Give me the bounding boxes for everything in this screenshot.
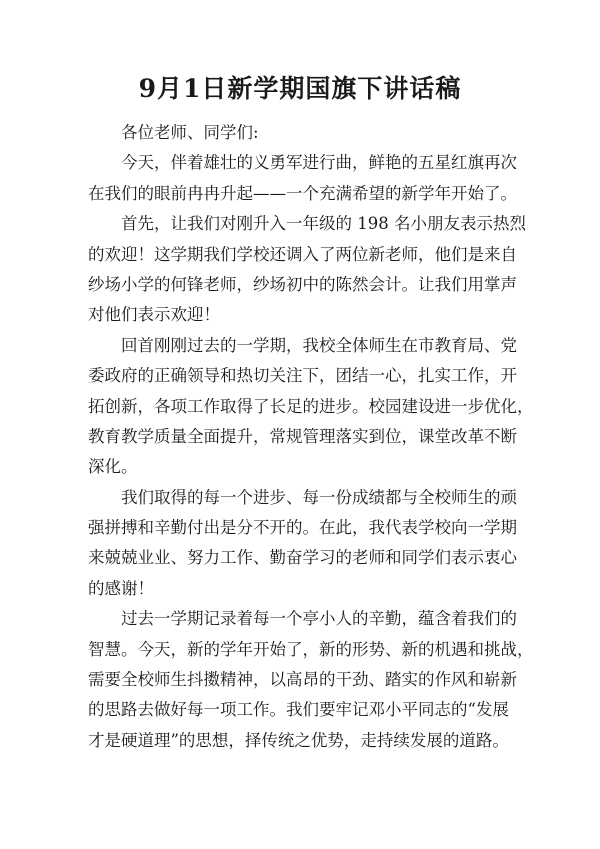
paragraph-5-line: 过去一学期记录着每一个亭小人的辛勤，蕴含着我们的 (121, 609, 517, 629)
paragraph-5-line: 智慧。今天，新的学年开始了，新的形势、新的机遇和挑战， (88, 639, 534, 659)
paragraph-3-line: 教育教学质量全面提升，常规管理落实到位，课堂改革不断 (88, 426, 517, 446)
paragraph-5-line: 的思路去做好每一项工作。我们要牢记邓小平同志的“发展 (88, 700, 509, 720)
paragraph-3-line: 拓创新，各项工作取得了长足的进步。校园建设进一步优化， (88, 396, 534, 416)
paragraph-4-line: 我们取得的每一个进步、每一份成绩都与全校师生的顽 (121, 487, 517, 507)
paragraph-1-line: 今天，伴着雄壮的义勇军进行曲，鲜艳的五星红旗再次 (121, 153, 517, 173)
paragraph-5-line: 才是硬道理”的思想，择传统之优势，走持续发展的道路。 (88, 730, 509, 750)
greeting-line: 各位老师、同学们: (121, 123, 259, 142)
paragraph-2-line: 首先，让我们对刚升入一年级的 198 名小朋友表示热烈 (121, 214, 526, 234)
paragraph-5-line: 需要全校师生抖擞精神，以高昂的干劲、踏实的作风和崭新 (88, 670, 517, 690)
paragraph-2-line: 纱场小学的何锋老师，纱场初中的陈然会计。让我们用掌声 (88, 274, 517, 294)
speech-body (88, 118, 534, 756)
paragraph-2-line: 的欢迎！这学期我们学校还调入了两位新老师，他们是来自 (88, 244, 517, 264)
paragraph-3-line: 回首刚刚过去的一学期，我校全体师生在市教育局、党 (121, 335, 517, 355)
paragraph-4-line: 来兢兢业业、努力工作、勤奋学习的老师和同学们表示衷心 (88, 548, 517, 568)
page-title: 9月1日新学期国旗下讲话稿 (138, 74, 462, 103)
paragraph-4-line: 的感谢！ (88, 578, 154, 598)
paragraph-2-line: 对他们表示欢迎！ (88, 305, 220, 325)
paragraph-1-line: 在我们的眼前冉冉升起——一个充满希望的新学年开始了。 (88, 183, 517, 203)
paragraph-4-line: 强拼搏和辛勤付出是分不开的。在此，我代表学校向一学期 (88, 518, 517, 538)
paragraph-3-line: 委政府的正确领导和热切关注下，团结一心，扎实工作，开 (88, 366, 517, 386)
paragraph-3-line: 深化。 (88, 457, 138, 477)
